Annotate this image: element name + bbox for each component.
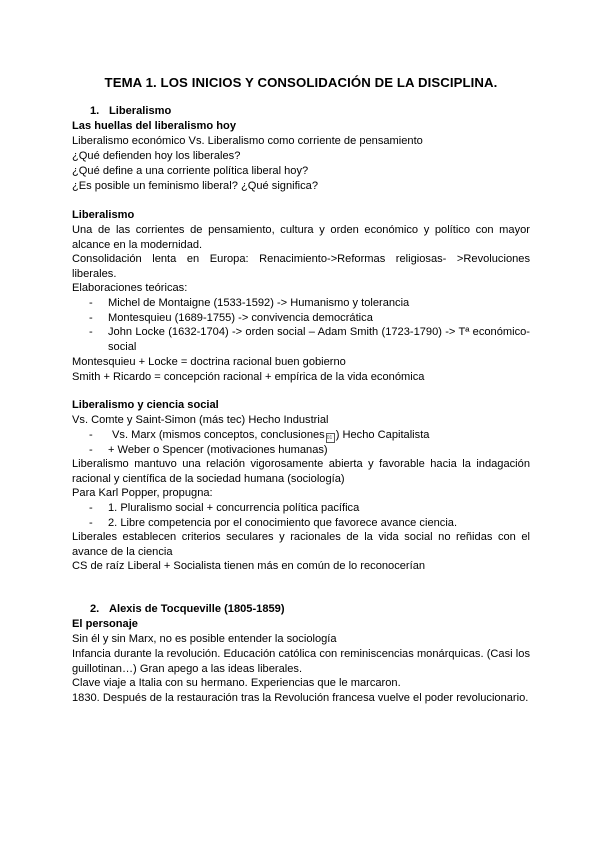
list-item: - Vs. Marx (mismos conceptos, conclusiones 01 ) Hecho Capitalista: [89, 429, 430, 441]
list-item: - 1. Pluralismo social + concurrencia política pacífica: [89, 502, 360, 514]
text-line: Clave viaje a Italia con su hermano. Experiencias que le marcaron.: [72, 677, 401, 689]
section-1-number: 1.: [90, 105, 100, 117]
subheading-personaje: El personaje: [72, 618, 138, 630]
text-line: ¿Es posible un feminismo liberal? ¿Qué significa?: [72, 180, 319, 192]
subheading-ciencia-social: Liberalismo y ciencia social: [72, 399, 219, 411]
section-2-number: 2.: [90, 603, 100, 615]
text-line: Liberalismo económico Vs. Liberalismo como corriente de pensamiento: [72, 135, 423, 147]
text-line: Para Karl Popper, propugna:: [72, 487, 213, 499]
paragraph: Consolidación lenta en Europa: Renacimiento->Reformas religiosas- >Revoluciones liberales.: [72, 253, 530, 280]
section-2-heading: [90, 602, 285, 617]
text-line: Vs. Comte y Saint-Simon (más tec) Hecho Industrial: [72, 414, 329, 426]
section-1-heading: [90, 104, 171, 119]
paragraph: Liberalismo mantuvo una relación vigorosamente abierta y favorable hacia la indagación racional y científica de la sociedad humana (sociología): [72, 458, 530, 485]
bullet-list-marx-weber: [72, 428, 530, 458]
missing-glyph-icon: 01: [326, 433, 335, 443]
paragraph: 1830. Después de la restauración tras la Revolución francesa vuelve el poder revolucionario.: [72, 692, 529, 704]
text-line: Smith + Ricardo = concepción racional + empírica de la vida económica: [72, 371, 425, 383]
text-line: ¿Qué defienden hoy los liberales?: [72, 150, 241, 162]
text-line: ¿Qué define a una corriente política liberal hoy?: [72, 165, 309, 177]
paragraph: Liberales establecen criterios seculares y racionales de la vida social no reñidas con el avance de la ciencia: [72, 531, 530, 558]
list-item: - 2. Libre competencia por el conocimiento que favorece avance ciencia.: [89, 516, 458, 529]
list-item: - Michel de Montaigne (1533-1592) -> Humanismo y tolerancia: [89, 297, 410, 309]
subheading-huellas: Las huellas del liberalismo hoy: [72, 120, 236, 132]
text-line: Sin él y sin Marx, no es posible entender la sociología: [72, 633, 337, 645]
section-1-title: Liberalismo: [109, 105, 172, 117]
page-title: TEMA 1. LOS INICIOS Y CONSOLIDACIÓN DE LA DISCIPLINA.: [104, 75, 498, 90]
subheading-liberalismo: Liberalismo: [72, 209, 135, 221]
text-line: CS de raíz Liberal + Socialista tienen más en común de lo reconocerían: [72, 560, 426, 572]
text-line: Montesquieu + Locke = doctrina racional buen gobierno: [72, 356, 346, 368]
paragraph: Infancia durante la revolución. Educación católica con reminiscencias monárquicas. (Casi los guillotinan…) Gran apego a las ideas liberales.: [72, 648, 530, 675]
list-item: - + Weber o Spencer (motivaciones humanas): [89, 444, 328, 456]
list-item: - Montesquieu (1689-1755) -> convivencia democrática: [89, 311, 373, 324]
section-2-title: Alexis de Tocqueville (1805-1859): [109, 603, 285, 615]
bullet-list-popper: [72, 501, 530, 530]
bullet-list-elaboraciones: [72, 296, 530, 354]
paragraph: Una de las corrientes de pensamiento, cultura y orden económico y político con mayor alcance en la modernidad.: [72, 224, 530, 251]
list-item: - John Locke (1632-1704) -> orden social – Adam Smith (1723-1790) -> Tª económico-social: [89, 326, 530, 353]
text-line: Elaboraciones teóricas:: [72, 282, 188, 294]
